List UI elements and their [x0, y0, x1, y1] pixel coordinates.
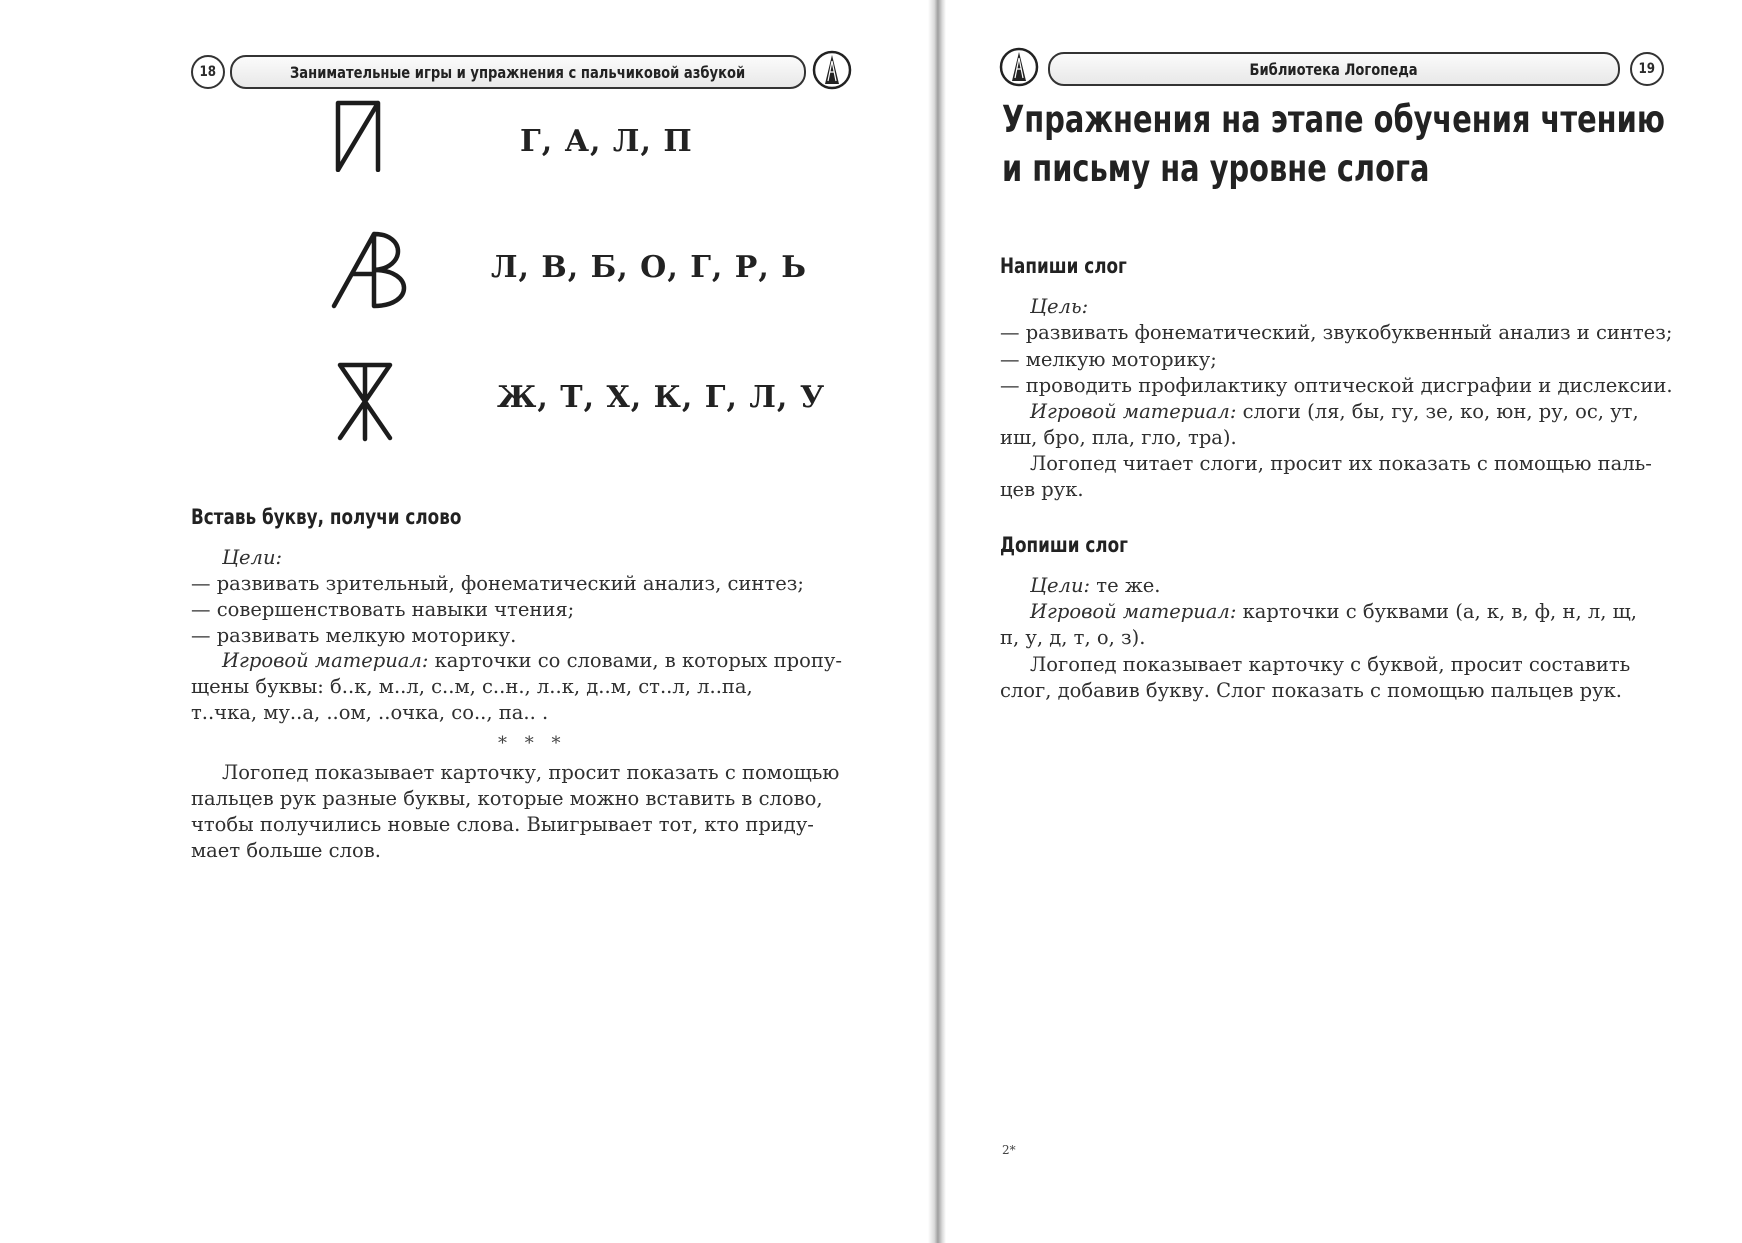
running-header [230, 55, 806, 89]
body-line: чтобы получились новые слова. Выигрывает тот, кто приду- [191, 813, 814, 836]
material-label: Игровой материал: [222, 649, 429, 672]
goals-label: Цель: [1030, 295, 1089, 318]
section-heading: Допиши слог [1000, 533, 1128, 557]
body-line: Логопед показывает карточку, просит показать с помощью [222, 761, 840, 784]
glyph-letters-2: Л, В, Б, О, Г, Р, Ь [491, 250, 808, 285]
material-paragraph [1030, 599, 1637, 625]
finger-glyph-ga-icon [330, 100, 390, 172]
goals-label: Цели: [1030, 574, 1091, 597]
material-line: щены буквы: б..к, м..л, с..м, с..н., л..к, д..м, ст..л, л..па, [191, 675, 753, 698]
glyph-letters-1: Г, А, Л, П [520, 124, 693, 159]
body-line: слог, добавив букву. Слог показать с помощью пальцев рук. [1000, 679, 1622, 702]
section-heading: Напиши слог [1000, 254, 1127, 278]
signature-mark: 2* [1002, 1143, 1016, 1157]
material-line: т..чка, му..а, ..ом, ..очка, со.., па.. . [191, 701, 549, 724]
running-header-title: Библиотека Логопеда [1249, 59, 1419, 79]
body-line: Логопед показывает карточку с буквой, просит составить [1030, 653, 1631, 676]
running-header-title: Занимательные игры и упражнения с пальчиковой азбукой [290, 62, 746, 82]
section-heading: Вставь букву, получи слово [191, 505, 462, 529]
goals-label: Цели: [222, 546, 283, 569]
goals-paragraph [1030, 573, 1161, 599]
page-number: 19 [1638, 61, 1656, 77]
goal-item: — мелкую моторику; [1000, 348, 1217, 371]
chapter-title-line: Упражнения на этапе обучения чтению [1002, 98, 1665, 141]
page-number: 18 [199, 64, 217, 80]
material-text: карточки с буквами (а, к, в, ф, н, л, щ, [1236, 600, 1637, 623]
body-line: пальцев рук разные буквы, которые можно вставить в слово, [191, 787, 823, 810]
right-page [930, 0, 1742, 1243]
material-paragraph [1030, 399, 1639, 425]
material-text: слоги (ля, бы, гу, зе, ко, юн, ру, ос, ут, [1236, 400, 1639, 423]
body-line: мает больше слов. [191, 839, 381, 862]
glyph-letters-3: Ж, Т, Х, К, Г, Л, У [497, 380, 826, 415]
material-line: п, у, д, т, о, з). [1000, 626, 1146, 649]
chapter-title-line: и письму на уровне слога [1002, 147, 1430, 190]
finger-glyph-zh-icon [335, 362, 395, 442]
goal-item: — совершенствовать навыки чтения; [191, 598, 575, 621]
goal-item: — развивать мелкую моторику. [191, 624, 517, 647]
body-line: Логопед читает слоги, просит их показать с помощью паль- [1030, 452, 1652, 475]
goals-text: те же. [1090, 574, 1161, 597]
goal-item: — проводить профилактику оптической дисграфии и дислексии. [1000, 374, 1673, 397]
goal-item: — развивать зрительный, фонематический анализ, синтез; [191, 572, 804, 595]
page-number-badge [1630, 52, 1664, 86]
goal-item: — развивать фонематический, звукобуквенный анализ и синтез; [1000, 321, 1673, 344]
material-paragraph [222, 648, 842, 674]
material-label: Игровой материал: [1030, 600, 1237, 623]
separator-stars: * * * [498, 733, 567, 754]
material-text: карточки со словами, в которых пропу- [428, 649, 842, 672]
body-line: цев рук. [1000, 478, 1084, 501]
finger-glyph-ab-icon [330, 230, 420, 310]
material-label: Игровой материал: [1030, 400, 1237, 423]
running-header [1048, 52, 1620, 86]
book-logo-icon [999, 47, 1039, 87]
material-line: иш, бро, пла, гло, тра). [1000, 426, 1237, 449]
page-number-badge [191, 55, 225, 89]
book-logo-icon [812, 50, 852, 90]
